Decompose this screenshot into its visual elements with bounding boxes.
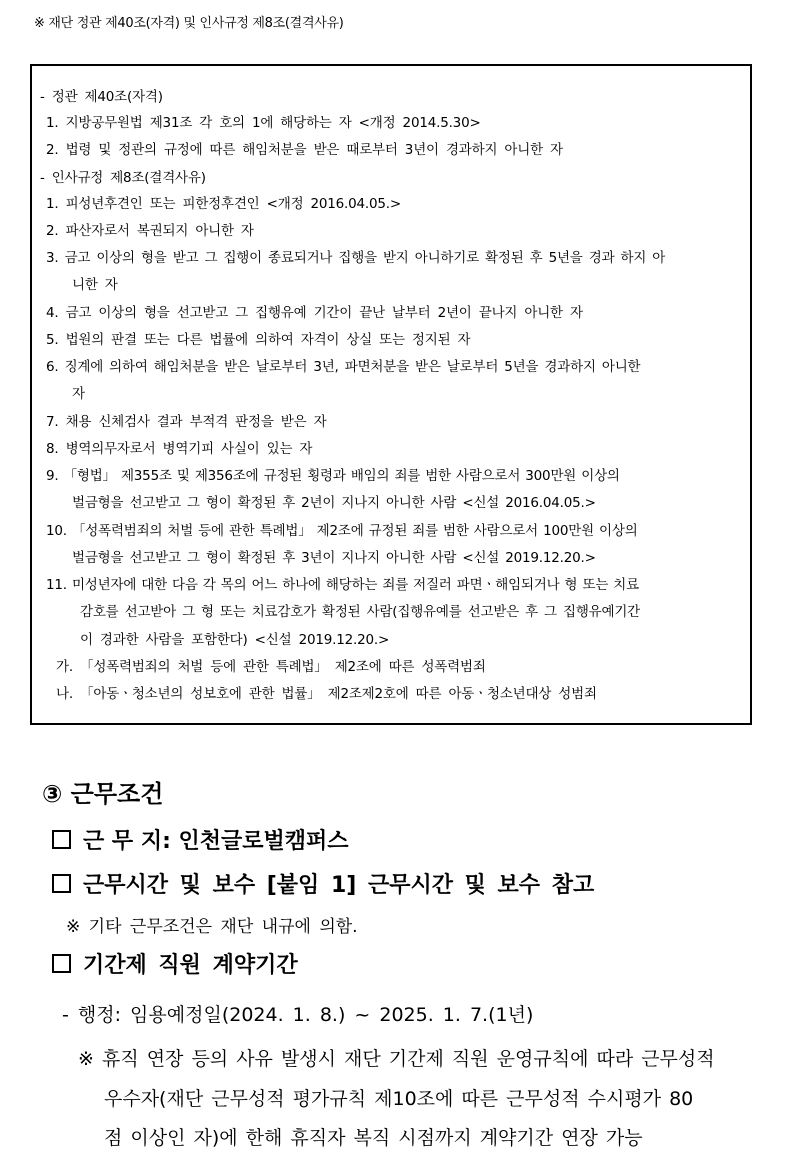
box-subitem: 가. 「성폭력범죄의 처벌 등에 관한 특례법」 제2조에 따른 성폭력범죄 bbox=[56, 659, 486, 675]
box-line: 5. 법원의 판결 또는 다른 법률에 의하여 자격이 상실 또는 정지된 자 bbox=[46, 332, 471, 348]
box-line: 1. 지방공무원법 제31조 각 호의 1에 해당하는 자 <개정 2014.5.30> bbox=[46, 115, 481, 131]
hours-pay-item bbox=[52, 868, 594, 899]
box-line: 9. 「형법」 제355조 및 제356조에 규정된 횡령과 배임의 죄를 범한 사람으로서 300만원 이상의 bbox=[46, 468, 620, 484]
box-heading-articles: - 정관 제40조(자격) bbox=[40, 89, 163, 105]
box-line: 10. 「성폭력범죄의 처벌 등에 관한 특례법」 제2조에 규정된 죄를 범한 사람으로서 100만원 이상의 bbox=[46, 523, 638, 539]
box-heading-personnel: - 인사규정 제8조(결격사유) bbox=[40, 170, 206, 186]
box-line-continued: 감호를 선고받아 그 형 또는 치료감호가 확정된 사람(집행유예를 선고받은 후 그 집행유예기간 bbox=[80, 604, 641, 620]
extension-note-line: 점 이상인 자)에 한해 휴직자 복직 시점까지 계약기간 연장 가능 bbox=[104, 1127, 643, 1149]
workplace-item bbox=[52, 824, 349, 855]
box-line-continued: 자 bbox=[72, 386, 85, 402]
box-line: 7. 채용 신체검사 결과 부적격 판정을 받은 자 bbox=[46, 414, 327, 430]
box-line: 6. 징계에 의하여 해임처분을 받은 날로부터 3년, 파면처분을 받은 날로부터 5년을 경과하지 아니한 bbox=[46, 359, 641, 375]
hours-pay-text: 근무시간 및 보수 [붙임 1] 근무시간 및 보수 참고 bbox=[83, 873, 595, 898]
admin-contract-period: - 행정: 임용예정일(2024. 1. 8.) ~ 2025. 1. 7.(1년) bbox=[62, 1004, 534, 1026]
workplace-text: 근 무 지: 인천글로벌캠퍼스 bbox=[83, 829, 349, 854]
box-line: 11. 미성년자에 대한 다음 각 목의 어느 하나에 해당하는 죄를 저질러 파면ㆍ해임되거나 형 또는 치료 bbox=[46, 577, 639, 593]
box-line: 8. 병역의무자로서 병역기피 사실이 있는 자 bbox=[46, 441, 313, 457]
disqualification-box bbox=[30, 64, 752, 725]
checkbox-square-icon bbox=[52, 830, 71, 849]
box-subitem: 나. 「아동ㆍ청소년의 성보호에 관한 법률」 제2조제2호에 따른 아동ㆍ청소년대상 성범죄 bbox=[56, 686, 597, 702]
box-line: 4. 금고 이상의 형을 선고받고 그 집행유예 기간이 끝난 날부터 2년이 끝나지 아니한 자 bbox=[46, 305, 583, 321]
extension-note-line: 우수자(재단 근무성적 평가규칙 제10조에 따른 근무성적 수시평가 80 bbox=[104, 1088, 694, 1110]
checkbox-square-icon bbox=[52, 954, 71, 973]
box-line: 1. 피성년후견인 또는 피한정후견인 <개정 2016.04.05.> bbox=[46, 196, 402, 212]
checkbox-square-icon bbox=[52, 874, 71, 893]
box-line-continued: 벌금형을 선고받고 그 형이 확정된 후 2년이 지나지 아니한 사람 <신설 2016.04.05.> bbox=[72, 495, 596, 511]
box-line-continued: 벌금형을 선고받고 그 형이 확정된 후 3년이 지나지 아니한 사람 <신설 2019.12.20.> bbox=[72, 550, 596, 566]
other-conditions-note: ※ 기타 근무조건은 재단 내규에 의함. bbox=[66, 917, 358, 937]
regulation-reference-note: ※ 재단 정관 제40조(자격) 및 인사규정 제8조(결격사유) bbox=[34, 16, 344, 31]
box-line-continued: 니한 자 bbox=[72, 277, 118, 293]
box-line: 2. 법령 및 정관의 규정에 따른 해임처분을 받은 때로부터 3년이 경과하지 아니한 자 bbox=[46, 142, 563, 158]
box-line-continued: 이 경과한 사람을 포함한다) <신설 2019.12.20.> bbox=[80, 632, 390, 648]
contract-period-item bbox=[52, 948, 298, 979]
section-title-work-conditions: ③ 근무조건 bbox=[42, 780, 164, 808]
box-line: 2. 파산자로서 복권되지 아니한 자 bbox=[46, 223, 254, 239]
extension-note-line: ※ 휴직 연장 등의 사유 발생시 재단 기간제 직원 운영규칙에 따라 근무성적 bbox=[78, 1048, 715, 1070]
box-line: 3. 금고 이상의 형을 받고 그 집행이 종료되거나 집행을 받지 아니하기로 확정된 후 5년을 경과 하지 아 bbox=[46, 250, 666, 266]
contract-period-text: 기간제 직원 계약기간 bbox=[83, 953, 298, 978]
